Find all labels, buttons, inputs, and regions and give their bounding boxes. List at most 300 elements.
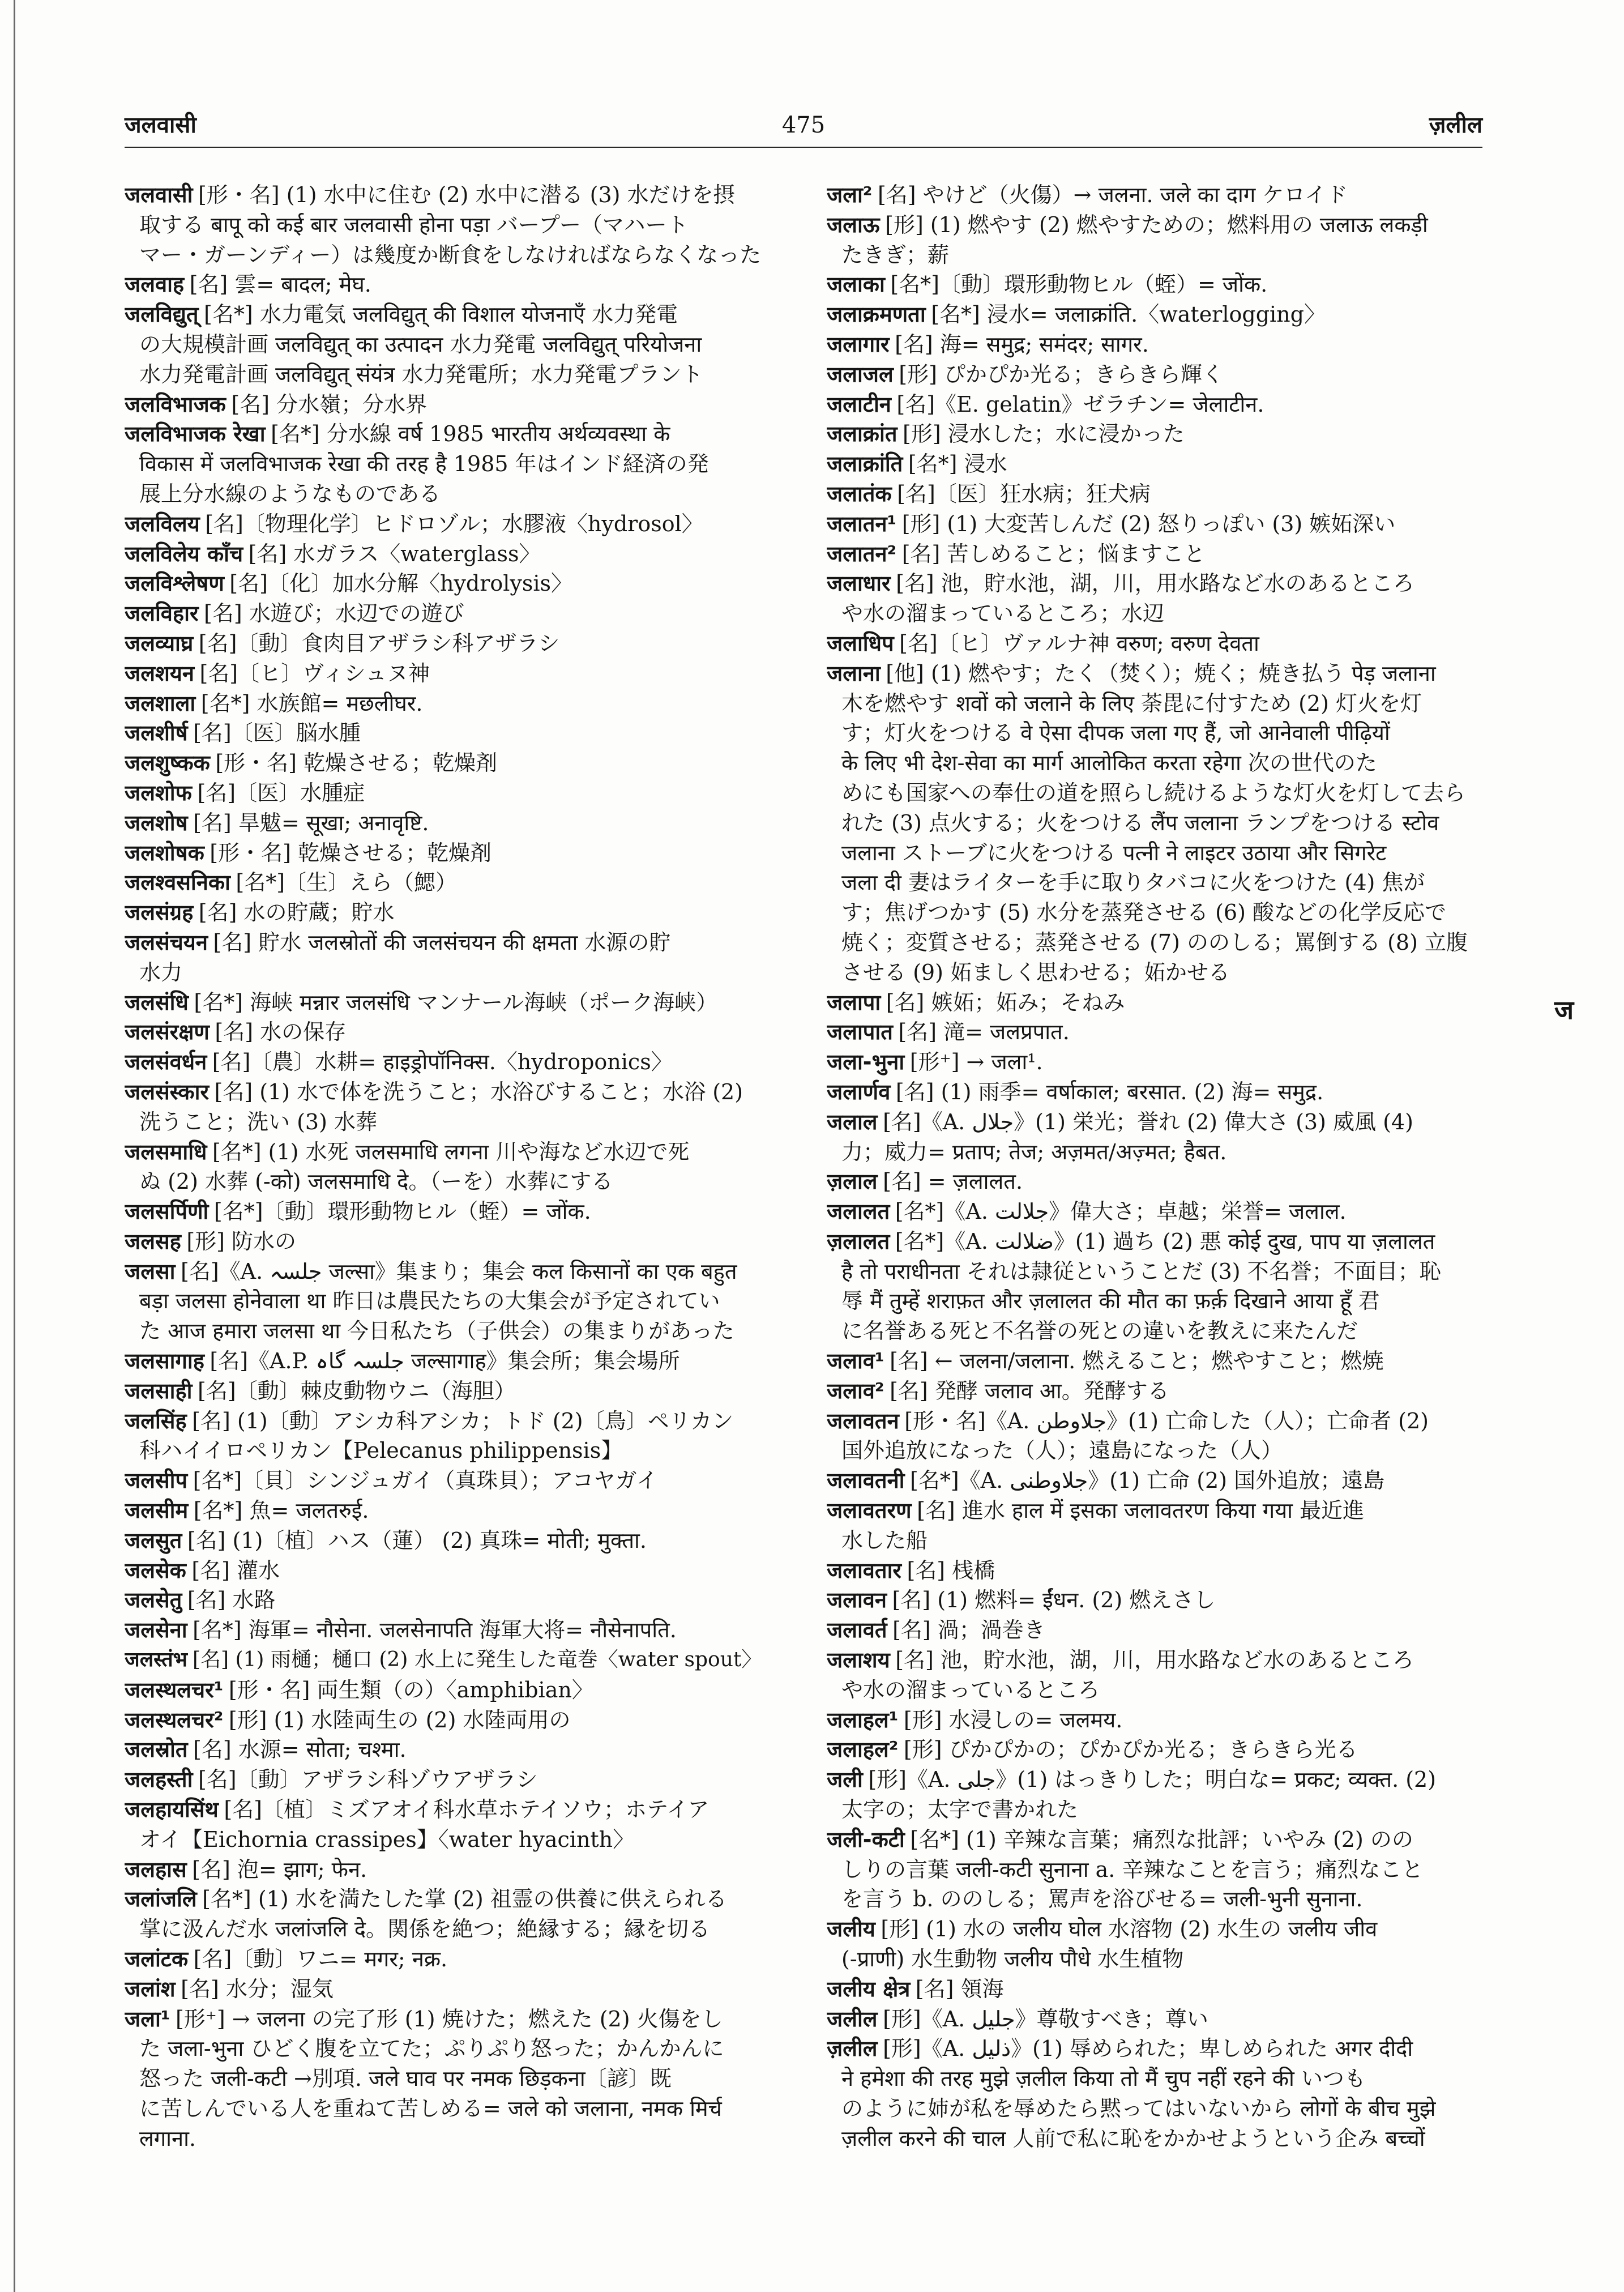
headword: जलांटक	[125, 1947, 189, 1972]
entry-line	[125, 1615, 779, 1645]
entry-text: や水の溜まっているところ	[841, 1677, 1100, 1702]
entry-text: [名] 水源= सोता; चश्मा.	[193, 1737, 407, 1762]
entry-line	[827, 270, 1482, 300]
entry-line	[827, 1466, 1482, 1496]
entry-line	[125, 718, 779, 748]
headword: जलविहार	[125, 601, 199, 626]
entry-text: [名*] 水族館= मछलीघर.	[200, 690, 423, 716]
headword: जलाका	[827, 272, 885, 297]
entry-line	[827, 1316, 1482, 1346]
entry-line	[827, 1167, 1482, 1197]
entry-text: [名*]〔貝〕シンジュガイ（真珠貝）；アコヤガイ	[193, 1468, 658, 1493]
entry-text: बड़ा जलसा होनेवाला था 昨日は農民たちの大集会が予定されてい	[139, 1288, 720, 1314]
entry-line	[125, 689, 779, 719]
entry-line	[125, 778, 779, 808]
entry-text: マー・ガーンディー）は幾度か断食をしなければならなくなった	[139, 242, 762, 267]
dictionary-entry	[827, 1167, 1482, 1197]
headword: जलसंग्रह	[125, 900, 194, 925]
dictionary-entry	[827, 1974, 1482, 2004]
entry-line	[125, 210, 779, 240]
entry-text: [名] 水遊び；水辺での遊び	[204, 601, 464, 626]
entry-line	[125, 928, 779, 958]
entry-line	[827, 1346, 1482, 1376]
entry-text: [名]〔動〕棘皮動物ウニ（海胆）	[198, 1378, 516, 1403]
entry-text: [名] 水分；湿気	[181, 1976, 334, 2001]
dictionary-entry	[827, 2034, 1482, 2153]
entry-text: オイ【Eichornia crassipes】〈water hyacinth〉	[139, 1826, 635, 1852]
headword: जलशयन	[125, 660, 194, 686]
entry-line	[125, 1705, 779, 1735]
dictionary-entry	[827, 330, 1482, 360]
dictionary-entry	[125, 180, 779, 270]
entry-line	[125, 569, 779, 599]
entry-text: めにも国家への奉仕の道を照らし続けるような灯火を灯して去ら	[841, 780, 1466, 805]
headword: जलाक्रांत	[827, 421, 898, 447]
entry-text: 取する बापू को कई बार जलवासी होना पड़ा バープー（マハート	[139, 212, 689, 237]
headword: जलीय क्षेत्र	[827, 1976, 911, 2001]
headword: जलातन¹	[827, 511, 897, 536]
headword: जलसिंह	[125, 1408, 187, 1433]
headword: जलशाला	[125, 690, 196, 716]
headword: जलशोषक	[125, 840, 204, 865]
headword: जलसमाधि	[125, 1139, 207, 1164]
entry-text: [名*] (1) 水を満たした掌 (2) 祖霊の供養に供えられる	[202, 1886, 727, 1912]
headword: जलाधिप	[827, 630, 894, 656]
dictionary-entry	[125, 1944, 779, 1974]
dictionary-entry	[125, 509, 779, 539]
dictionary-entry	[827, 1077, 1482, 1107]
entry-text: [名*]〔生〕えら（鰓）	[236, 870, 458, 895]
entry-text: [名]〔物理化学〕ヒドロゾル；水膠液〈hydrosol〉	[205, 511, 703, 536]
entry-text: す；灯火をつける वे ऐसा दीपक जला गए हैं, जो आनेवाली पीढ़ियों	[841, 720, 1390, 746]
dictionary-entry	[125, 808, 779, 838]
dictionary-entry	[125, 1884, 779, 1944]
headword: जलाहल²	[827, 1737, 899, 1762]
entry-text: 力；威力= प्रताप; तेज; अज़मत/अज़्मत; हैबत.	[841, 1139, 1227, 1164]
entry-line	[827, 1974, 1482, 2004]
headword: जलशोष	[125, 810, 188, 835]
entry-line	[125, 509, 779, 539]
headword: जलार्णव	[827, 1079, 891, 1104]
entry-text: [形] ぴかぴかの；ぴかぴか光る；きらきら光る	[903, 1737, 1358, 1762]
entry-line	[827, 1077, 1482, 1107]
entry-line	[827, 569, 1482, 599]
dictionary-entry	[827, 449, 1482, 479]
entry-line	[827, 539, 1482, 569]
dictionary-entry	[827, 1556, 1482, 1586]
entry-line	[827, 1556, 1482, 1586]
headword: जलसा	[125, 1258, 176, 1284]
entry-text: のように姉が私を辱めたら黙ってはいないから लोगों के बीच मुझे	[841, 2096, 1436, 2121]
dictionary-entry	[125, 689, 779, 719]
entry-line	[827, 390, 1482, 420]
entry-line	[125, 2064, 779, 2094]
headword: जलशोफ	[125, 780, 192, 805]
dictionary-entry	[125, 1227, 779, 1257]
entry-text: (-प्राणी) 水生動物 जलीय पौधे 水生植物	[841, 1947, 1184, 1972]
entry-text: [名] 水ガラス〈waterglass〉	[248, 541, 541, 566]
entry-text: す；焦げつかす (5) 水分を蒸発させる (6) 酸などの化学反応で	[841, 900, 1446, 925]
entry-text: [名] 旱魃= सूखा; अनावृष्टि.	[193, 810, 429, 835]
entry-text: [名]《A. جلال》(1) 栄光；誉れ (2) 偉大さ (3) 威風 (4)	[883, 1109, 1413, 1134]
entry-line	[827, 1227, 1482, 1257]
entry-line	[125, 1496, 779, 1526]
headword: ज़लाल	[827, 1169, 878, 1194]
headword: जलांजलि	[125, 1886, 197, 1912]
entry-line	[827, 1197, 1482, 1227]
entry-text: に名誉ある死と不名誉の死との違いを教えに来たんだ	[841, 1318, 1358, 1344]
headword: जलविभाजक रेखा	[125, 421, 266, 447]
entry-text: 怒った जली-कटी →別項. जले घाव पर नमक छिड़कना〔諺〕既	[139, 2066, 672, 2092]
entry-line	[125, 988, 779, 1018]
headword: जलाव¹	[827, 1348, 884, 1374]
headword: जलशुष्कक	[125, 750, 210, 776]
dictionary-entry	[827, 1645, 1482, 1705]
headword: जलावतरण	[827, 1498, 912, 1523]
headword: जलहस्ती	[125, 1767, 193, 1792]
entry-text: 洗うこと；洗い (3) 水葬	[139, 1109, 377, 1134]
dictionary-entry	[827, 1466, 1482, 1496]
thumb-index-letter: ज	[1554, 995, 1574, 1025]
entry-line	[125, 1227, 779, 1257]
entry-text: [他] (1) 燃やす；たく（焚く）；焼く；焼き払う पेड़ जलाना	[886, 660, 1436, 686]
entry-line	[827, 748, 1482, 778]
entry-text: [名] (1) 水で体を洗うこと；水浴びすること；水浴 (2)	[214, 1079, 743, 1104]
headword: जलाक्रांति	[827, 451, 903, 477]
dictionary-entry	[827, 300, 1482, 330]
entry-text: है तो पराधीनता それは隷従ということだ (3) 不名誉；不面目；恥	[841, 1258, 1441, 1284]
entry-line	[827, 1047, 1482, 1077]
entry-text: [形] (1) 燃やす (2) 燃やすための；燃料用の जलाऊ लकड़ी	[885, 212, 1428, 237]
entry-text: [名] 苦しめること；悩ますこと	[901, 541, 1206, 566]
entry-text: しりの言葉 जली-कटी सुनाना a. 辛辣なことを言う；痛烈なこと	[841, 1856, 1424, 1882]
dictionary-entry	[827, 210, 1482, 270]
dictionary-entry	[125, 300, 779, 389]
entry-text: 掌に汲んだ水 जलांजलि दे。関係を絶つ；絶縁する；縁を切る	[139, 1917, 710, 1942]
entry-text: [名*]〔動〕環形動物ヒル（蛭）= जोंक.	[890, 272, 1268, 297]
entry-line	[827, 659, 1482, 689]
entry-text: に苦しんでいる人を重ねて苦しめる= जले को जलाना, नमक मिर्च	[139, 2096, 722, 2121]
dictionary-entry	[827, 1914, 1482, 1974]
entry-line	[125, 808, 779, 838]
entry-line	[125, 748, 779, 778]
entry-text: विकास में जलविभाजक रेखा की तरह है 1985 年はインド経済の発	[139, 451, 709, 477]
headword: जली-कटी	[827, 1826, 905, 1852]
entry-text: [名] (1)〔動〕アシカ科アシカ；トド (2)〔鳥〕ペリカン	[192, 1408, 734, 1433]
entry-line	[125, 2004, 779, 2034]
entry-line	[125, 1675, 779, 1705]
entry-line	[827, 1376, 1482, 1406]
dictionary-entry	[827, 1017, 1482, 1047]
dictionary-entry	[125, 1496, 779, 1526]
dictionary-entry	[827, 1765, 1482, 1825]
headword: जलविभाजक	[125, 391, 226, 417]
entry-text: ぬ (2) 水葬 (-को) जलसमाधि दे。（ーを）水葬にする	[139, 1169, 613, 1194]
dictionary-entry	[827, 2004, 1482, 2034]
entry-text: [名]《A. جلسہ जल्सा》集まり；集会 कल किसानों का एक बहुत	[181, 1258, 737, 1284]
dictionary-entry	[125, 270, 779, 300]
entry-line	[125, 180, 779, 210]
entry-line	[827, 1884, 1482, 1914]
headword: जलहास	[125, 1856, 187, 1882]
entry-line	[827, 479, 1482, 509]
entry-line	[827, 210, 1482, 240]
dictionary-entry	[827, 659, 1482, 988]
headword: जलसेना	[125, 1617, 187, 1643]
dictionary-entry	[125, 1585, 779, 1615]
headword: ज़लालत	[827, 1228, 890, 1254]
entry-line	[125, 1047, 779, 1077]
headword: जलवाह	[125, 272, 185, 297]
entry-line	[827, 300, 1482, 330]
dictionary-entry	[827, 180, 1482, 210]
headword: जलसर्पिणी	[125, 1199, 209, 1224]
entry-line	[827, 1286, 1482, 1316]
headword: जलालत	[827, 1199, 890, 1224]
dictionary-entry	[827, 539, 1482, 569]
entry-text: [名*]《A. ضلالت》(1) 過ち (2) 悪 कोई दुख, पाप या ज़लालत	[895, 1228, 1435, 1254]
entry-text: [名] 桟橋	[907, 1557, 995, 1583]
entry-text: [名] 領海	[915, 1976, 1004, 2001]
entry-line	[827, 1615, 1482, 1645]
entry-line	[827, 1765, 1482, 1795]
entry-line	[125, 1257, 779, 1287]
dictionary-entry	[827, 988, 1482, 1018]
entry-line	[125, 270, 779, 300]
headword: ज़लील	[827, 2036, 878, 2061]
entry-line	[827, 808, 1482, 838]
entry-text: [名*] 浸水= जलाक्रांति.〈waterlogging〉	[931, 302, 1326, 327]
entry-line	[827, 898, 1482, 928]
entry-text: [形] (1) 水の जलीय घोल 水溶物 (2) 水生の जलीय जीव	[881, 1917, 1378, 1942]
dictionary-entry	[827, 1615, 1482, 1645]
entry-line	[827, 599, 1482, 629]
headword: जलावर्त	[827, 1617, 887, 1643]
entry-text: [名] 貯水 जलस्रोतों की जलसंचयन की क्षमता 水源の貯	[213, 929, 671, 955]
dictionary-entry	[125, 1526, 779, 1556]
entry-text: 水した船	[841, 1527, 928, 1553]
entry-text: [名] (1) 雨樋；樋口 (2) 水上に発生した竜巻〈water spout〉	[192, 1648, 762, 1672]
headword: जलाक्रमणता	[827, 302, 926, 327]
dictionary-entry	[827, 1346, 1482, 1376]
entry-text: [名]〔医〕脳水腫	[193, 720, 361, 746]
entry-text: [名*]《A. جلاوطنی》(1) 亡命 (2) 国外追放；遠島	[910, 1468, 1385, 1493]
entry-line	[125, 330, 779, 360]
left-column	[125, 180, 779, 2154]
entry-line	[827, 1017, 1482, 1047]
entry-line	[827, 2004, 1482, 2034]
headword: जलावतार	[827, 1557, 901, 1583]
entry-line	[125, 1735, 779, 1765]
headword: जलाहल¹	[827, 1707, 899, 1732]
headword: जलहायसिंथ	[125, 1797, 219, 1822]
entry-line	[827, 868, 1482, 898]
entry-line	[827, 1705, 1482, 1735]
dictionary-entry	[125, 838, 779, 868]
entry-line	[125, 1855, 779, 1885]
entry-text: ज़लील करने की चाल 人前で私に恥をかかせようという企み बच्चों	[841, 2125, 1425, 2151]
entry-text: [名]〔農〕水耕= हाइड्रोपॉनिक्स.〈hydroponics〉	[212, 1049, 673, 1075]
entry-line	[827, 718, 1482, 748]
entry-text: [名*] (1) 辛辣な言葉；痛烈な批評；いやみ (2) のの	[910, 1826, 1413, 1852]
entry-line	[827, 2094, 1482, 2124]
headword: जला²	[827, 182, 873, 207]
entry-line	[827, 838, 1482, 868]
dictionary-entry	[125, 599, 779, 629]
entry-text: [名] 水の保存	[215, 1019, 347, 1045]
entry-line	[125, 2124, 779, 2154]
headword: जलसेतु	[125, 1587, 182, 1613]
entry-line	[827, 629, 1482, 659]
entry-text: [名*] 魚= जलतरुई.	[193, 1498, 369, 1523]
entry-line	[827, 1526, 1482, 1556]
entry-line	[827, 1855, 1482, 1885]
dictionary-entry	[827, 1825, 1482, 1914]
entry-text: 焼く；変質させる；蒸発させる (7) ののしる；罵倒する (8) 立腹	[841, 929, 1468, 955]
dictionary-entry	[125, 1705, 779, 1735]
headword: जलवासी	[125, 182, 193, 207]
entry-line	[125, 390, 779, 420]
entry-text: [名*] 浸水	[908, 451, 1007, 477]
entry-text: के लिए भी देश-सेवा का मार्ग आलोकित करता रहेगा 次の世代のた	[841, 750, 1377, 776]
headword: जलशीर्ष	[125, 720, 188, 746]
dictionary-entry	[125, 1466, 779, 1496]
entry-line	[125, 1137, 779, 1167]
entry-text: [名]〔ヒ〕ヴィシュヌ神	[199, 660, 430, 686]
entry-text: [名] 滝= जलप्रपात.	[898, 1019, 1070, 1045]
entry-line	[827, 1944, 1482, 1974]
entry-line	[827, 240, 1482, 270]
entry-line	[827, 1735, 1482, 1765]
headword: जलातंक	[827, 481, 892, 506]
headword: जलश्वसनिका	[125, 870, 230, 895]
entry-line	[125, 240, 779, 270]
dictionary-entry	[827, 419, 1482, 449]
entry-text: を言う b. ののしる；罵声を浴びせる= जली-भुनी सुनाना.	[841, 1886, 1363, 1912]
dictionary-entry	[125, 988, 779, 1018]
entry-text: [名*]〔動〕環形動物ヒル（蛭）= जोंक.	[213, 1199, 591, 1224]
entry-text: ने हमेशा की तरह मुझे ज़लील किया तो मैं चुप नहीं रहने की いつも	[841, 2066, 1366, 2092]
entry-line	[125, 2034, 779, 2064]
entry-text: た आज हमारा जलसा था 今日私たち（子供会）の集まりがあった	[139, 1318, 734, 1344]
entry-text: [形⁺] → जलना の完了形 (1) 焼けた；燃えた (2) 火傷をし	[175, 2006, 723, 2031]
entry-line	[827, 449, 1482, 479]
page-number: 475	[781, 112, 826, 138]
entry-text: [形・名] 乾燥させる；乾燥剤	[210, 840, 492, 865]
entry-line	[125, 1167, 779, 1197]
entry-line	[827, 778, 1482, 808]
entry-line	[827, 928, 1482, 958]
entry-line	[827, 1496, 1482, 1526]
entry-text: [名]〔動〕ワニ= मगर; नक्र.	[193, 1947, 448, 1972]
entry-text: [形・名]《A. جلاوطن》(1) 亡命した（人）；亡命者 (2)	[904, 1408, 1429, 1433]
entry-text: [名] 水の貯蔵；貯水	[198, 900, 395, 925]
entry-text: [形⁺] → जला¹.	[909, 1049, 1043, 1075]
dictionary-entry	[125, 1675, 779, 1705]
entry-line	[125, 1376, 779, 1406]
entry-line	[125, 1077, 779, 1107]
entry-text: [形・名] 乾燥させる；乾燥剤	[215, 750, 498, 776]
entry-text: [名] ← जलना/जलाना. 燃えること；燃やすこと；燃焼	[890, 1348, 1384, 1374]
headword: जलस्थलचर²	[125, 1707, 224, 1732]
entry-line	[125, 958, 779, 988]
entry-line	[125, 479, 779, 509]
entry-line	[125, 2094, 779, 2124]
right-column	[827, 180, 1482, 2154]
headword: जलसागाह	[125, 1348, 204, 1374]
headword: जलाशय	[827, 1647, 890, 1673]
dictionary-entry	[125, 419, 779, 509]
dictionary-entry	[125, 1974, 779, 2004]
entry-text: [名] 灌水	[191, 1557, 280, 1583]
headword: जली	[827, 1767, 863, 1792]
dictionary-entry	[125, 1137, 779, 1197]
dictionary-entry	[125, 928, 779, 988]
dictionary-entry	[827, 1227, 1482, 1346]
entry-text: [名*] 分水線 वर्ष 1985 भारतीय अर्थव्यवस्था के	[271, 421, 670, 447]
dictionary-entry	[827, 270, 1482, 300]
dictionary-entry	[827, 1107, 1482, 1167]
dictionary-entry	[125, 718, 779, 748]
entry-text: 水力発電計画 जलविद्युत् संयंत्र 水力発電所；水力発電プラント	[139, 361, 703, 387]
entry-line	[827, 1914, 1482, 1944]
entry-text: 科ハイイロペリカン【Pelecanus philippensis】	[139, 1438, 623, 1463]
entry-text: [名] (1) 雨季= वर्षाकाल; बरसात. (2) 海= समुद्र.	[895, 1079, 1324, 1104]
entry-text: [名*] (1) 水死 जलसमाधि लगना 川や海など水辺で死	[212, 1139, 690, 1164]
entry-text: 木を燃やす शवों को जलाने के लिए 荼毘に付すため (2) 灯火を灯	[841, 690, 1422, 716]
entry-text: [名]〔化〕加水分解〈hydrolysis〉	[229, 571, 573, 596]
dictionary-entry	[827, 1047, 1482, 1077]
entry-line	[125, 1017, 779, 1047]
entry-text: [名] やけど（火傷）→ जलना. जले का दाग ケロイド	[877, 182, 1348, 207]
dictionary-entry	[125, 1615, 779, 1645]
headword: जलाजल	[827, 361, 894, 387]
entry-text: [名]〔動〕アザラシ科ゾウアザラシ	[198, 1767, 538, 1792]
entry-line	[125, 1914, 779, 1944]
entry-line	[827, 360, 1482, 390]
dictionary-entry	[827, 1197, 1482, 1227]
entry-line	[125, 1585, 779, 1615]
entry-line	[827, 2064, 1482, 2094]
dictionary-entry	[827, 629, 1482, 659]
headword: जलापा	[827, 989, 881, 1015]
headword: जलसेक	[125, 1557, 186, 1583]
entry-text: [形] 浸水した；水に浸かった	[903, 421, 1185, 447]
entry-text: [名] 海= समुद्र; समंदर; सागर.	[895, 331, 1149, 357]
running-head-right: ज़लील	[1429, 112, 1482, 138]
entry-text: [名] 分水嶺；分水界	[231, 391, 428, 417]
entry-text: [名]〔ヒ〕ヴァルナ神 वरुण; वरुण देवता	[899, 630, 1259, 656]
headword: जलस्रोत	[125, 1737, 188, 1762]
entry-line	[125, 360, 779, 390]
entry-line	[125, 539, 779, 569]
entry-line	[125, 1556, 779, 1586]
entry-text: [名] 発酵 जलाव आ。発酵する	[890, 1378, 1169, 1403]
dictionary-entry	[125, 898, 779, 928]
entry-line	[827, 509, 1482, 539]
entry-text: [名] (1) 燃料= ईंधन. (2) 燃えさし	[892, 1587, 1216, 1613]
headword: जलसाही	[125, 1378, 193, 1403]
headword: जलावतन	[827, 1408, 899, 1433]
entry-text: 辱 मैं तुम्हें शराफ़त और ज़लालत की मौत का फ़र्क़ दिखाने आया हूँ 君	[841, 1288, 1380, 1314]
entry-line	[827, 1795, 1482, 1825]
dictionary-entry	[125, 659, 779, 689]
entry-line	[827, 330, 1482, 360]
running-head-left: जलवासी	[125, 112, 196, 138]
entry-line	[827, 988, 1482, 1018]
dictionary-entry	[125, 1406, 779, 1466]
entry-line	[125, 300, 779, 330]
